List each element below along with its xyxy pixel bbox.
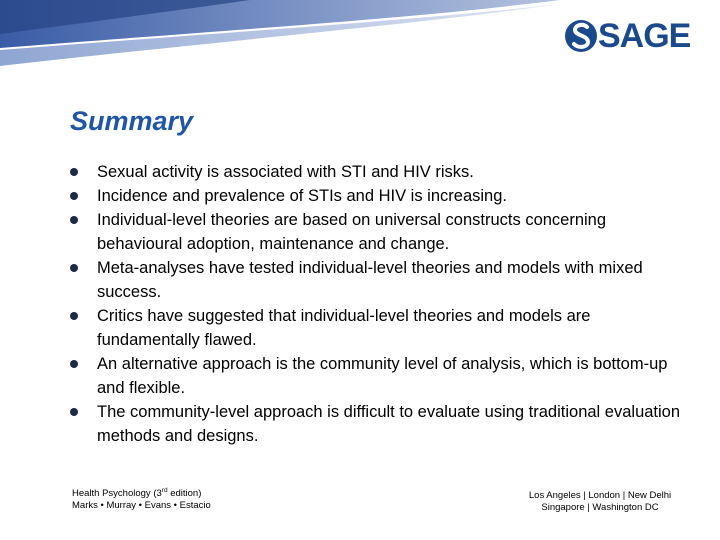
- bullet-dot-icon: [70, 264, 78, 272]
- bullet-item: Incidence and prevalence of STIs and HIV is increasing.: [68, 184, 688, 208]
- bullet-dot-icon: [70, 360, 78, 368]
- book-title: Health Psychology (3rd edition): [72, 487, 202, 500]
- bullet-item: The community-level approach is difficult to evaluate using traditional evaluation methods and designs.: [68, 400, 688, 448]
- bullet-dot-icon: [70, 216, 78, 224]
- bullet-dot-icon: [70, 168, 78, 176]
- sage-logo-text: SAGE: [598, 17, 691, 55]
- bullet-dot-icon: [70, 192, 78, 200]
- bullet-item: Sexual activity is associated with STI and HIV risks.: [68, 160, 688, 184]
- publisher-locations: [510, 490, 690, 514]
- summary-bullet-list: [68, 160, 688, 448]
- locations-line-1: Los Angeles | London | New Delhi: [528, 490, 672, 501]
- book-authors: Marks • Murray • Evans • Estacio: [72, 500, 211, 512]
- book-citation: [72, 485, 211, 512]
- bullet-dot-icon: [70, 408, 78, 416]
- slide-title: Summary: [70, 106, 194, 136]
- bullet-item: An alternative approach is the community level of analysis, which is bottom-up and flexible.: [68, 352, 688, 400]
- bullet-item: Critics have suggested that individual-level theories and models are fundamentally flawed.: [68, 304, 688, 352]
- bullet-dot-icon: [70, 312, 78, 320]
- locations-line-2: Singapore | Washington DC: [541, 502, 659, 513]
- bullet-item: Individual-level theories are based on universal constructs concerning behavioural adoption, maintenance and change.: [68, 208, 688, 256]
- bullet-item: Meta-analyses have tested individual-level theories and models with mixed success.: [68, 256, 688, 304]
